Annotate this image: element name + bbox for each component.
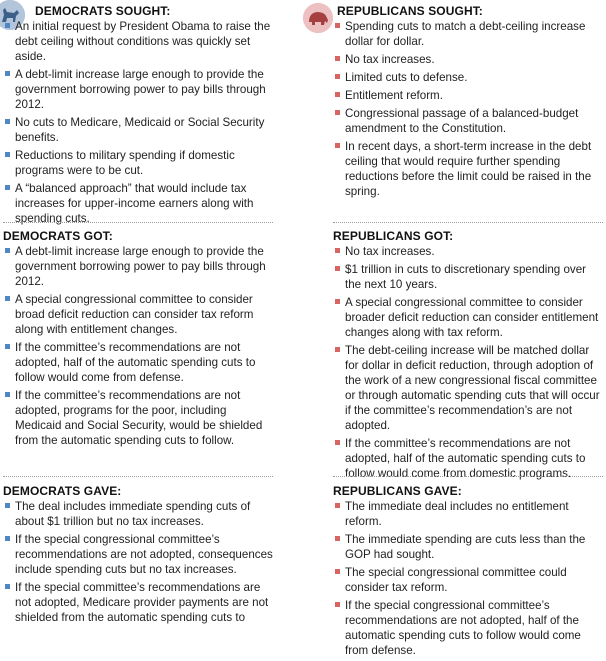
bullet-icon <box>5 71 10 76</box>
bullet-icon <box>335 248 340 253</box>
bullet-icon <box>5 584 10 589</box>
bullet-icon <box>5 152 10 157</box>
bullet-icon <box>335 56 340 61</box>
list-item: If the special congressional committee’s recommendations are not adopted, consequences include spending cuts but no tax increases. <box>3 532 273 577</box>
list-item: A “balanced approach” that would include tax increases for upper-income earners along with spending cuts. <box>3 181 273 226</box>
list-item: In recent days, a short-term increase in the debt ceiling that would require further spending reductions before the limit could be raised in the spring. <box>333 139 603 199</box>
bullet-icon <box>5 23 10 28</box>
bullet-icon <box>335 347 340 352</box>
democrats-sought-heading: DEMOCRATS SOUGHT: <box>35 4 171 18</box>
democrats-gave-section <box>3 483 273 628</box>
list-item: The special congressional committee could consider tax reform. <box>333 565 603 595</box>
democrats-got-section <box>3 228 273 451</box>
republicans-got-heading: REPUBLICANS GOT: <box>333 229 454 243</box>
republicans-got-section <box>333 228 603 484</box>
bullet-icon <box>5 296 10 301</box>
bullet-icon <box>335 110 340 115</box>
bullet-icon <box>335 569 340 574</box>
section-divider <box>333 476 603 477</box>
list-item: If the committee’s recommendations are not adopted, programs for the poor, including Medicaid and Social Security, would be shielded from the automatic spending cuts to follow. <box>3 388 273 448</box>
republicans-gave-heading: REPUBLICANS GAVE: <box>333 484 462 498</box>
list-item: The immediate deal includes no entitlement reform. <box>333 499 603 529</box>
bullet-icon <box>335 23 340 28</box>
list-item: If the special congressional committee’s recommendations are not adopted, half of the automatic spending cuts to follow would come from defense. <box>333 598 603 658</box>
list-item: If the special committee’s recommendations are not adopted, Medicare provider payments are not shielded from the automatic spending cuts to <box>3 580 273 625</box>
bullet-icon <box>5 536 10 541</box>
bullet-icon <box>335 440 340 445</box>
list-item: The immediate spending are cuts less than the GOP had sought. <box>333 532 603 562</box>
list-item: If the committee’s recommendations are not adopted, half of the automatic spending cuts to follow would come from domestic programs. <box>333 436 603 481</box>
list-item: A special congressional committee to consider broad deficit reduction can consider tax reform along with entitlement changes. <box>3 292 273 337</box>
list-item: The deal includes immediate spending cuts of about $1 trillion but no tax increases. <box>3 499 273 529</box>
bullet-icon <box>5 503 10 508</box>
democrats-sought-section <box>3 3 273 229</box>
bullet-icon <box>5 185 10 190</box>
republicans-sought-section <box>333 3 603 202</box>
list-item: The debt-ceiling increase will be matched dollar for dollar in deficit reduction, through adoption of the work of a new congressional fiscal committee or through automatic spending cuts that will occur if the committee’s recommendation’s are not adopted. <box>333 343 603 433</box>
bullet-icon <box>335 74 340 79</box>
bullet-icon <box>335 602 340 607</box>
list-item: No tax increases. <box>333 52 603 67</box>
list-item: Congressional passage of a balanced-budget amendment to the Constitution. <box>333 106 603 136</box>
list-item: No tax increases. <box>333 244 603 259</box>
section-divider <box>3 222 273 223</box>
bullet-icon <box>5 119 10 124</box>
list-item: An initial request by President Obama to raise the debt ceiling without conditions was quickly set aside. <box>3 19 273 64</box>
bullet-icon <box>5 248 10 253</box>
list-item: Limited cuts to defense. <box>333 70 603 85</box>
republicans-sought-heading: REPUBLICANS SOUGHT: <box>337 4 483 18</box>
bullet-icon <box>335 266 340 271</box>
republicans-gave-section <box>333 483 603 661</box>
bullet-icon <box>335 143 340 148</box>
bullet-icon <box>335 503 340 508</box>
list-item: Entitlement reform. <box>333 88 603 103</box>
section-divider <box>3 476 273 477</box>
list-item: Reductions to military spending if domestic programs were to be cut. <box>3 148 273 178</box>
list-item: A debt-limit increase large enough to provide the government borrowing power to pay bills through 2012. <box>3 244 273 289</box>
section-divider <box>333 222 603 223</box>
list-item: $1 trillion in cuts to discretionary spending over the next 10 years. <box>333 262 603 292</box>
bullet-icon <box>335 299 340 304</box>
list-item: A debt-limit increase large enough to provide the government borrowing power to pay bills through 2012. <box>3 67 273 112</box>
list-item: If the committee’s recommendations are not adopted, half of the automatic spending cuts to follow would come from defense. <box>3 340 273 385</box>
bullet-icon <box>5 344 10 349</box>
elephant-icon <box>303 3 333 33</box>
list-item: Spending cuts to match a debt-ceiling increase dollar for dollar. <box>333 19 603 49</box>
bullet-icon <box>335 92 340 97</box>
democrats-got-heading: DEMOCRATS GOT: <box>3 229 113 243</box>
democrats-gave-heading: DEMOCRATS GAVE: <box>3 484 122 498</box>
list-item: A special congressional committee to consider broader deficit reduction can consider entitlement changes along with tax reform. <box>333 295 603 340</box>
bullet-icon <box>5 392 10 397</box>
list-item: No cuts to Medicare, Medicaid or Social Security benefits. <box>3 115 273 145</box>
bullet-icon <box>335 536 340 541</box>
